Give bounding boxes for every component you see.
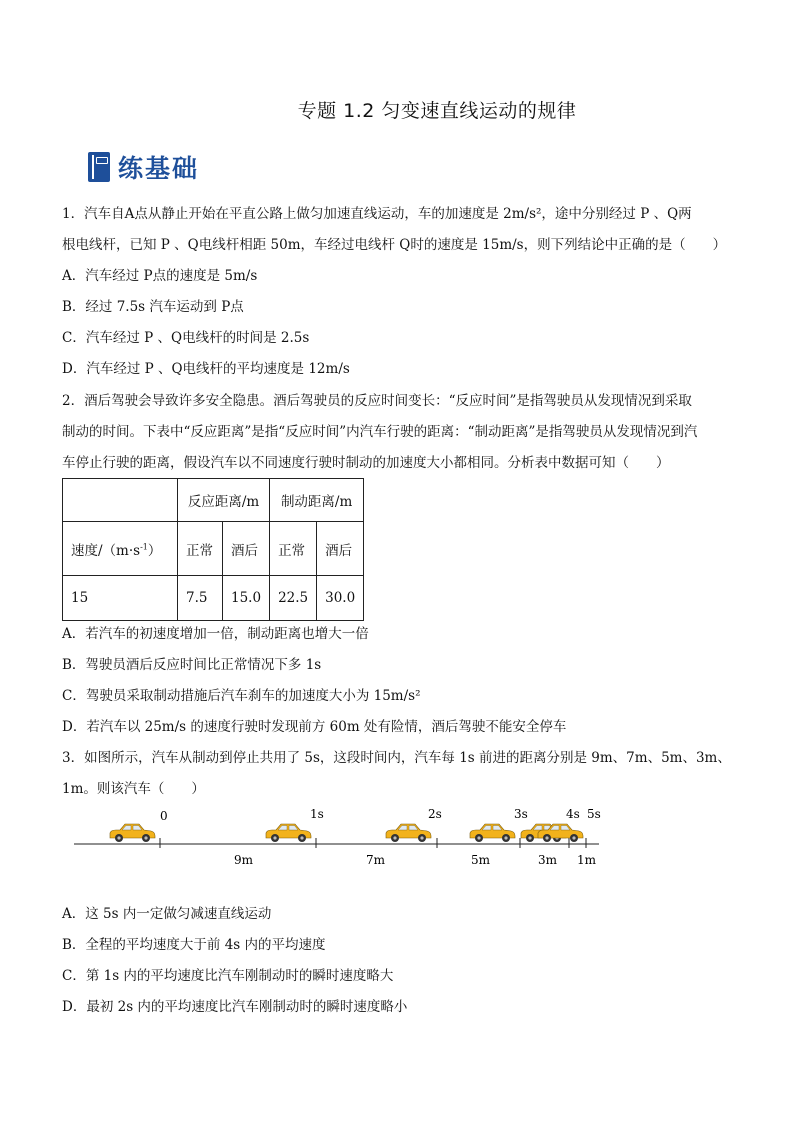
- data-table: [62, 478, 364, 621]
- distance-label-1: 9m: [234, 853, 254, 867]
- q3-option-d: D．最初 2s 内的平均速度比汽车刚制动时的瞬时速度略小: [62, 999, 408, 1015]
- braking-drunk: 酒后: [317, 522, 364, 576]
- q1-stem-line2: 根电线杆，已知 P 、Q电线杆相距 50m，车经过电线杆 Q时的速度是 15m/s，则下列结论中正确的是（ ）: [62, 237, 727, 253]
- q3-option-b: B．全程的平均速度大于前 4s 内的平均速度: [62, 937, 326, 953]
- q1-option-c: C．汽车经过 P 、Q电线杆的时间是 2.5s: [62, 330, 310, 346]
- q1-option-d: D．汽车经过 P 、Q电线杆的平均速度是 12m/s: [62, 361, 350, 377]
- q2-option-c: C．驾驶员采取制动措施后汽车刹车的加速度大小为 15m/s²: [62, 688, 421, 704]
- time-label-3: 3s: [514, 807, 528, 821]
- reaction-drunk: 酒后: [223, 522, 270, 576]
- q3-option-a: A．这 5s 内一定做匀减速直线运动: [62, 906, 272, 922]
- header-reaction-distance: 反应距离/m: [178, 479, 270, 522]
- car-at-1s: [266, 824, 311, 842]
- q1-option-a: A．汽车经过 P点的速度是 5m/s: [62, 268, 258, 284]
- car-at-2s: [386, 824, 431, 842]
- distance-label-4: 3m: [538, 853, 558, 867]
- q2-option-d: D．若汽车以 25m/s 的速度行驶时发现前方 60m 处有险情，酒后驾驶不能安全停车: [62, 719, 567, 735]
- page-title: 专题 1.2 匀变速直线运动的规律: [297, 100, 577, 122]
- braking-car-figure: [74, 800, 604, 872]
- cell-reaction-normal: 7.5: [178, 576, 223, 621]
- car-at-3s: [470, 824, 515, 842]
- cell-reaction-drunk: 15.0: [223, 576, 270, 621]
- q2-option-b: B．驾驶员酒后反应时间比正常情况下多 1s: [62, 657, 322, 673]
- time-label-1: 1s: [310, 807, 324, 821]
- q3-stem-line2: 1m。则该汽车（ ）: [62, 781, 205, 797]
- cell-braking-normal: 22.5: [270, 576, 317, 621]
- q2-stem-line2: 制动的时间。下表中“反应距离”是指“反应时间”内汽车行驶的距离：“制动距离”是指驾驶员从发现情况到汽: [62, 424, 698, 440]
- cell-speed: 15: [63, 576, 178, 621]
- time-label-4: 4s: [566, 807, 580, 821]
- q3-option-c: C．第 1s 内的平均速度比汽车刚制动时的瞬时速度略大: [62, 968, 394, 984]
- section-title: 练基础: [118, 154, 200, 183]
- car-at-0s: [110, 824, 155, 842]
- cell-braking-drunk: 30.0: [317, 576, 364, 621]
- speed-unit-sup: -1: [140, 542, 148, 551]
- table-subheader-row: [63, 522, 364, 576]
- table-header-row: [63, 479, 364, 522]
- table-row: [63, 576, 364, 621]
- time-label-2: 2s: [428, 807, 442, 821]
- distance-label-5: 1m: [577, 853, 597, 867]
- speed-label-close: ）: [147, 542, 162, 559]
- header-braking-distance: 制动距离/m: [270, 479, 364, 522]
- braking-normal: 正常: [270, 522, 317, 576]
- table-corner-cell: [63, 479, 178, 522]
- time-label-0: 0: [160, 809, 168, 823]
- time-label-5: 5s: [587, 807, 601, 821]
- distance-label-3: 5m: [471, 853, 491, 867]
- distance-label-2: 7m: [366, 853, 386, 867]
- q3-stem-line1: 3．如图所示，汽车从制动到停止共用了 5s，这段时间内，汽车每 1s 前进的距离分别是 9m、7m、5m、3m、: [62, 750, 731, 766]
- reaction-normal: 正常: [178, 522, 223, 576]
- q2-stem-line1: 2．酒后驾驶会导致许多安全隐患。酒后驾驶员的反应时间变长：“反应时间”是指驾驶员从发现情况到采取: [62, 393, 692, 409]
- speed-label-cell: [63, 522, 178, 576]
- speed-label: 速度/（m·s: [71, 542, 141, 559]
- q2-option-a: A．若汽车的初速度增加一倍，制动距离也增大一倍: [62, 626, 369, 642]
- q1-option-b: B．经过 7.5s 汽车运动到 P点: [62, 299, 244, 315]
- q1-stem-line1: 1．汽车自A点从静止开始在平直公路上做匀加速直线运动，车的加速度是 2m/s²，途中分别经过 P 、Q两: [62, 206, 692, 222]
- book-icon: [88, 152, 110, 182]
- q2-stem-line3: 车停止行驶的距离，假设汽车以不同速度行驶时制动的加速度大小都相同。分析表中数据可知（ ）: [62, 455, 670, 471]
- section-heading: [88, 150, 199, 184]
